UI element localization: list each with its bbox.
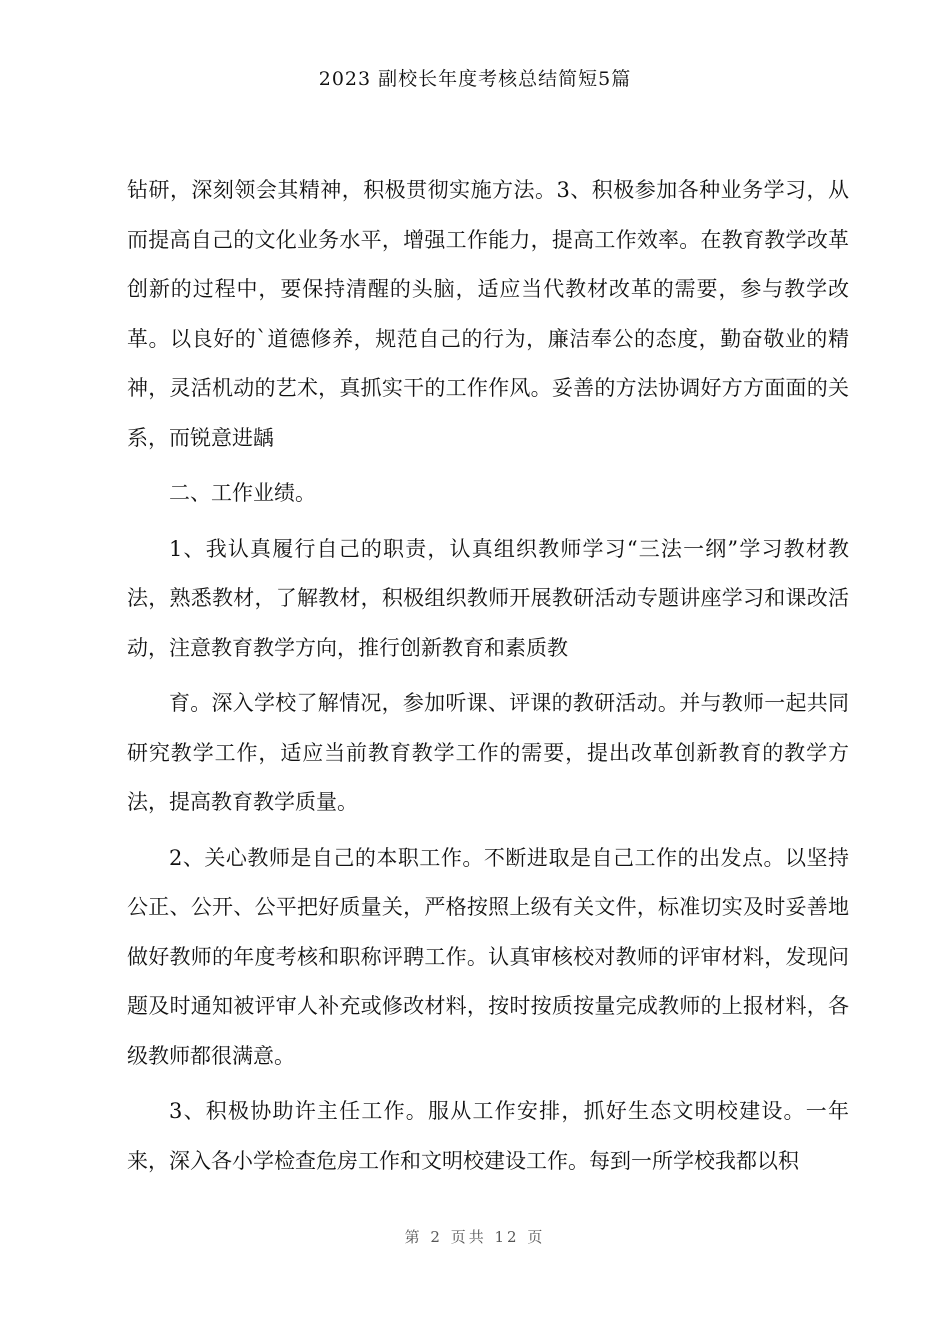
paragraph-item-2: 2、关心教师是自己的本职工作。不断进取是自己工作的出发点。以坚持公正、公开、公平把好质量关，严格按照上级有关文件，标准切实及时妥善地做好教师的年度考核和职称评聘工作。认真审核校对教师的评审材料，发现问题及时通知被评审人补充或修改材料，按时按质按量完成教师的上报材料，各级教师都很满意。 <box>127 845 849 1068</box>
paragraph-item-1: 1、我认真履行自己的职责，认真组织教师学习“三法一纲”学习教材教法，熟悉教材，了解教材，积极组织教师开展教研活动专题讲座学习和课改活动，注意教育教学方向，推行创新教育和素质教 <box>127 536 849 660</box>
paragraph-item-1-continued: 育。深入学校了解情况，参加听课、评课的教研活动。并与教师一起共同研究教学工作，适应当前教育教学工作的需要，提出改革创新教育的教学方法，提高教育教学质量。 <box>127 691 849 814</box>
section-heading-work-results: 二、工作业绩。 <box>169 481 316 505</box>
page-title: 2023 副校长年度考核总结简短5篇 <box>318 68 632 90</box>
document-body <box>127 166 849 1186</box>
page-number: 第 2 页共 12 页 <box>404 1228 546 1246</box>
paragraph-item-3: 3、积极协助许主任工作。服从工作安排，抓好生态文明校建设。一年来，深入各小学检查危房工作和文明校建设工作。每到一所学校我都以积 <box>127 1099 849 1173</box>
paragraph-continuation: 钻研，深刻领会其精神，积极贯彻实施方法。3、积极参加各种业务学习，从而提高自己的文化业务水平，增强工作能力，提高工作效率。在教育教学改革创新的过程中，要保持清醒的头脑，适应当代教材改革的需要，参与教学改革。以良好的`道德修养，规范自己的行为，廉洁奉公的态度，勤奋敬业的精神，灵活机动的艺术，真抓实干的工作作风。妥善的方法协调好方方面面的关系，而锐意进龋 <box>127 178 849 450</box>
